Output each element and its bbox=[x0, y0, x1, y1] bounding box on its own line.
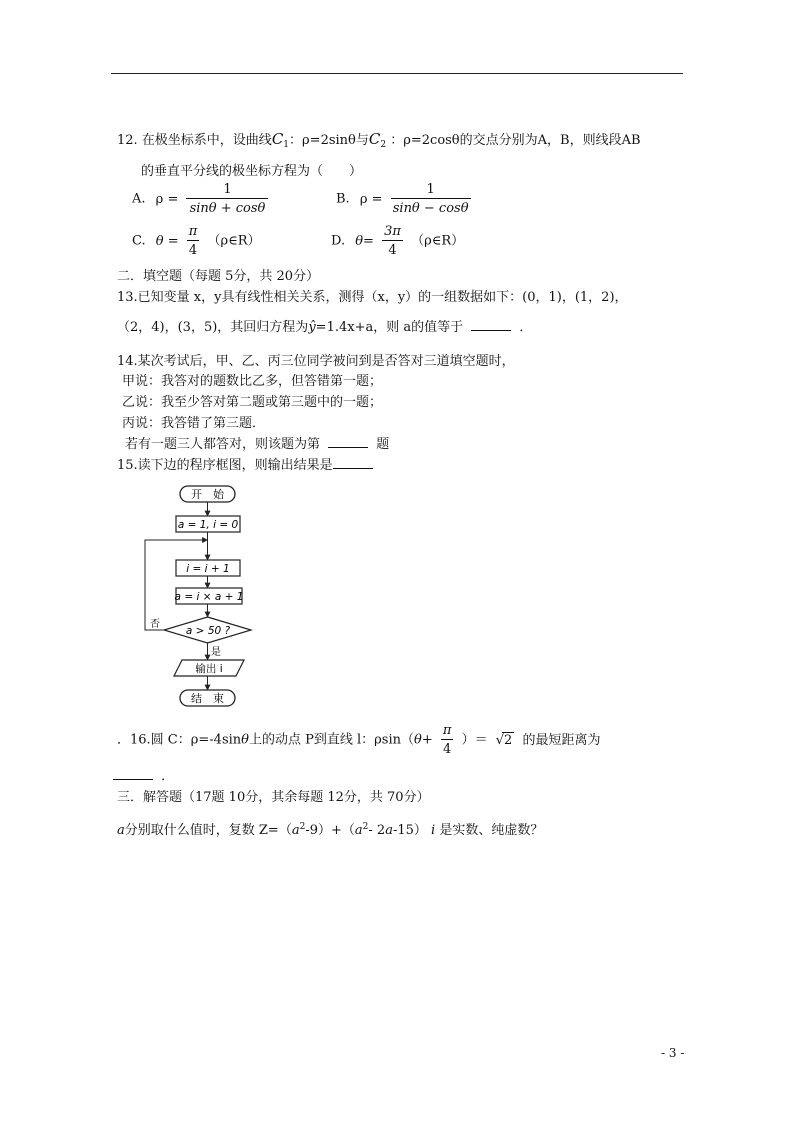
q17-text-b: -9）+（ bbox=[305, 823, 355, 838]
option-b-label: B. bbox=[336, 191, 350, 207]
q13-text-b: =1.4x+a，则 a的值等于 bbox=[315, 320, 464, 335]
q12-text-a: 12. 在极坐标系中，设曲线 bbox=[117, 133, 272, 148]
q17-var-a3: a bbox=[354, 823, 363, 838]
q17-sup-1: 2 bbox=[299, 822, 306, 832]
q17-text-d: -15） bbox=[392, 823, 427, 838]
q16-period: ． bbox=[161, 769, 175, 784]
option-d-fraction bbox=[382, 224, 403, 258]
option-a-denominator: sinθ + cosθ bbox=[186, 198, 268, 216]
q14-line4: 丙说：我答错了第三题． bbox=[122, 416, 266, 431]
q12-option-b bbox=[336, 182, 475, 216]
q17-text-a: 分别取什么值时，复数 Z=（ bbox=[124, 823, 292, 838]
header-rule bbox=[111, 73, 683, 74]
flow-yes-label: 是 bbox=[211, 647, 221, 658]
option-b-denominator: sinθ − cosθ bbox=[391, 198, 471, 216]
q17-var-a2: a bbox=[291, 823, 300, 838]
option-a-numerator: 1 bbox=[223, 182, 232, 197]
q16-text-f: 的最短距离为 bbox=[522, 732, 601, 748]
q14-text-a: 若有一题三人都答对，则该题为第 bbox=[125, 437, 321, 452]
option-c-numerator: π bbox=[188, 224, 198, 239]
option-a-label: A. bbox=[132, 191, 146, 207]
q17-sup-2: 2 bbox=[362, 822, 369, 832]
q13-text-a: （2，4)，(3，5)，其回归方程为 bbox=[117, 320, 309, 335]
q16-numerator: π bbox=[442, 723, 452, 738]
q12-option-a bbox=[132, 182, 272, 216]
q17-var-a4: a bbox=[385, 823, 393, 838]
option-d-condition: （ρ∈R） bbox=[411, 233, 465, 249]
q12-option-c bbox=[132, 224, 261, 258]
q16-theta: θ bbox=[241, 732, 249, 748]
q17-line bbox=[117, 819, 543, 838]
option-b-numerator: 1 bbox=[426, 182, 435, 197]
q12-text-c: ：ρ=2cosθ的交点分别为A，B，则线段AB bbox=[386, 133, 641, 148]
flow-start-text: 开 始 bbox=[191, 488, 224, 501]
q13-line2 bbox=[117, 316, 532, 335]
c2-subscript: 2 bbox=[380, 140, 387, 150]
option-d-numerator: 3π bbox=[384, 224, 401, 239]
q16-line1 bbox=[117, 723, 600, 757]
flowchart bbox=[140, 480, 270, 712]
q13-answer-blank[interactable] bbox=[471, 320, 511, 331]
option-b-fraction bbox=[391, 182, 471, 216]
q16-theta2: θ bbox=[414, 732, 422, 748]
q14-line2: 甲说：我答对的题数比乙多，但答错第一题； bbox=[122, 374, 383, 389]
yhat-symbol: ŷ bbox=[308, 320, 316, 335]
option-a-fraction bbox=[186, 182, 268, 216]
q17-text-e: 是实数、纯虚数？ bbox=[439, 823, 544, 838]
option-d-lhs: θ= bbox=[355, 233, 374, 249]
option-c-lhs: θ = bbox=[155, 233, 179, 249]
c1-symbol: C bbox=[271, 130, 284, 148]
q16-answer-blank[interactable] bbox=[113, 769, 153, 780]
q14-text-b: 题 bbox=[376, 437, 390, 452]
option-c-label: C. bbox=[132, 233, 146, 249]
q15-answer-blank[interactable] bbox=[333, 458, 373, 469]
flow-end-text: 结 束 bbox=[191, 692, 224, 705]
q13-period: ． bbox=[519, 320, 533, 335]
q17-text-c: - 2 bbox=[368, 823, 386, 838]
q16-text-e: ）＝ bbox=[461, 732, 488, 748]
q16-sqrt-value: 2 bbox=[504, 732, 513, 748]
q13-line1: 13.已知变量 x，y具有线性相关关系，测得（x，y）的一组数据如下：(0，1)，(1，2)， bbox=[117, 290, 628, 305]
q16-text-b: 上的动点 P到直线 l：ρsin（ bbox=[248, 732, 414, 748]
flow-step2-text: a = i × a + 1 bbox=[174, 591, 244, 603]
q15-text: 15.读下边的程序框图，则输出结果是 bbox=[117, 458, 333, 473]
flow-init-text: a = 1, i = 0 bbox=[177, 519, 239, 531]
page-number: - 3 - bbox=[661, 1046, 685, 1060]
flow-decision-text: a > 50 ? bbox=[185, 625, 231, 637]
q14-line3: 乙说：我至少答对第二题或第三题中的一题； bbox=[122, 395, 383, 410]
section-2-heading: 二．填空题（每题 5分，共 20分） bbox=[117, 269, 320, 284]
q12-option-d bbox=[331, 224, 464, 258]
option-c-denominator: 4 bbox=[187, 240, 200, 258]
c2-symbol: C bbox=[368, 130, 381, 148]
flow-step1-text: i = i + 1 bbox=[186, 563, 230, 575]
q12-line2: 的垂直平分线的极坐标方程为（ ） bbox=[141, 164, 363, 179]
q17-var-a: a bbox=[117, 823, 125, 838]
q14-line5 bbox=[125, 433, 389, 452]
flow-output-text: 输出 i bbox=[195, 663, 223, 675]
option-a-lhs: ρ = bbox=[155, 191, 179, 207]
flow-loop-back bbox=[145, 540, 208, 630]
c1-subscript: 1 bbox=[283, 140, 290, 150]
q16-line2 bbox=[113, 765, 174, 784]
option-c-condition: （ρ∈R） bbox=[207, 233, 261, 249]
option-d-denominator: 4 bbox=[382, 240, 403, 258]
q15-line1 bbox=[117, 454, 377, 473]
option-b-lhs: ρ = bbox=[359, 191, 383, 207]
q16-sqrt: √2 bbox=[495, 732, 513, 748]
option-d-label: D. bbox=[331, 233, 346, 249]
q12-line1 bbox=[117, 129, 641, 150]
q16-text-a: ．16.圆 C：ρ=-4sin bbox=[117, 732, 242, 748]
q17-imaginary-i: i bbox=[431, 823, 436, 838]
q16-denominator: 4 bbox=[441, 739, 454, 757]
q16-plus: + bbox=[421, 732, 433, 748]
option-c-fraction bbox=[187, 224, 200, 258]
q14-line1: 14.某次考试后，甲、乙、丙三位同学被问到是否答对三道填空题时， bbox=[117, 354, 515, 369]
q16-fraction bbox=[441, 723, 454, 757]
q14-answer-blank[interactable] bbox=[328, 437, 368, 448]
section-3-heading: 三．解答题（17题 10分，其余每题 12分，共 70分） bbox=[117, 790, 430, 805]
q12-text-b: ：ρ=2sinθ与 bbox=[289, 133, 369, 148]
flow-no-label: 否 bbox=[150, 619, 160, 630]
